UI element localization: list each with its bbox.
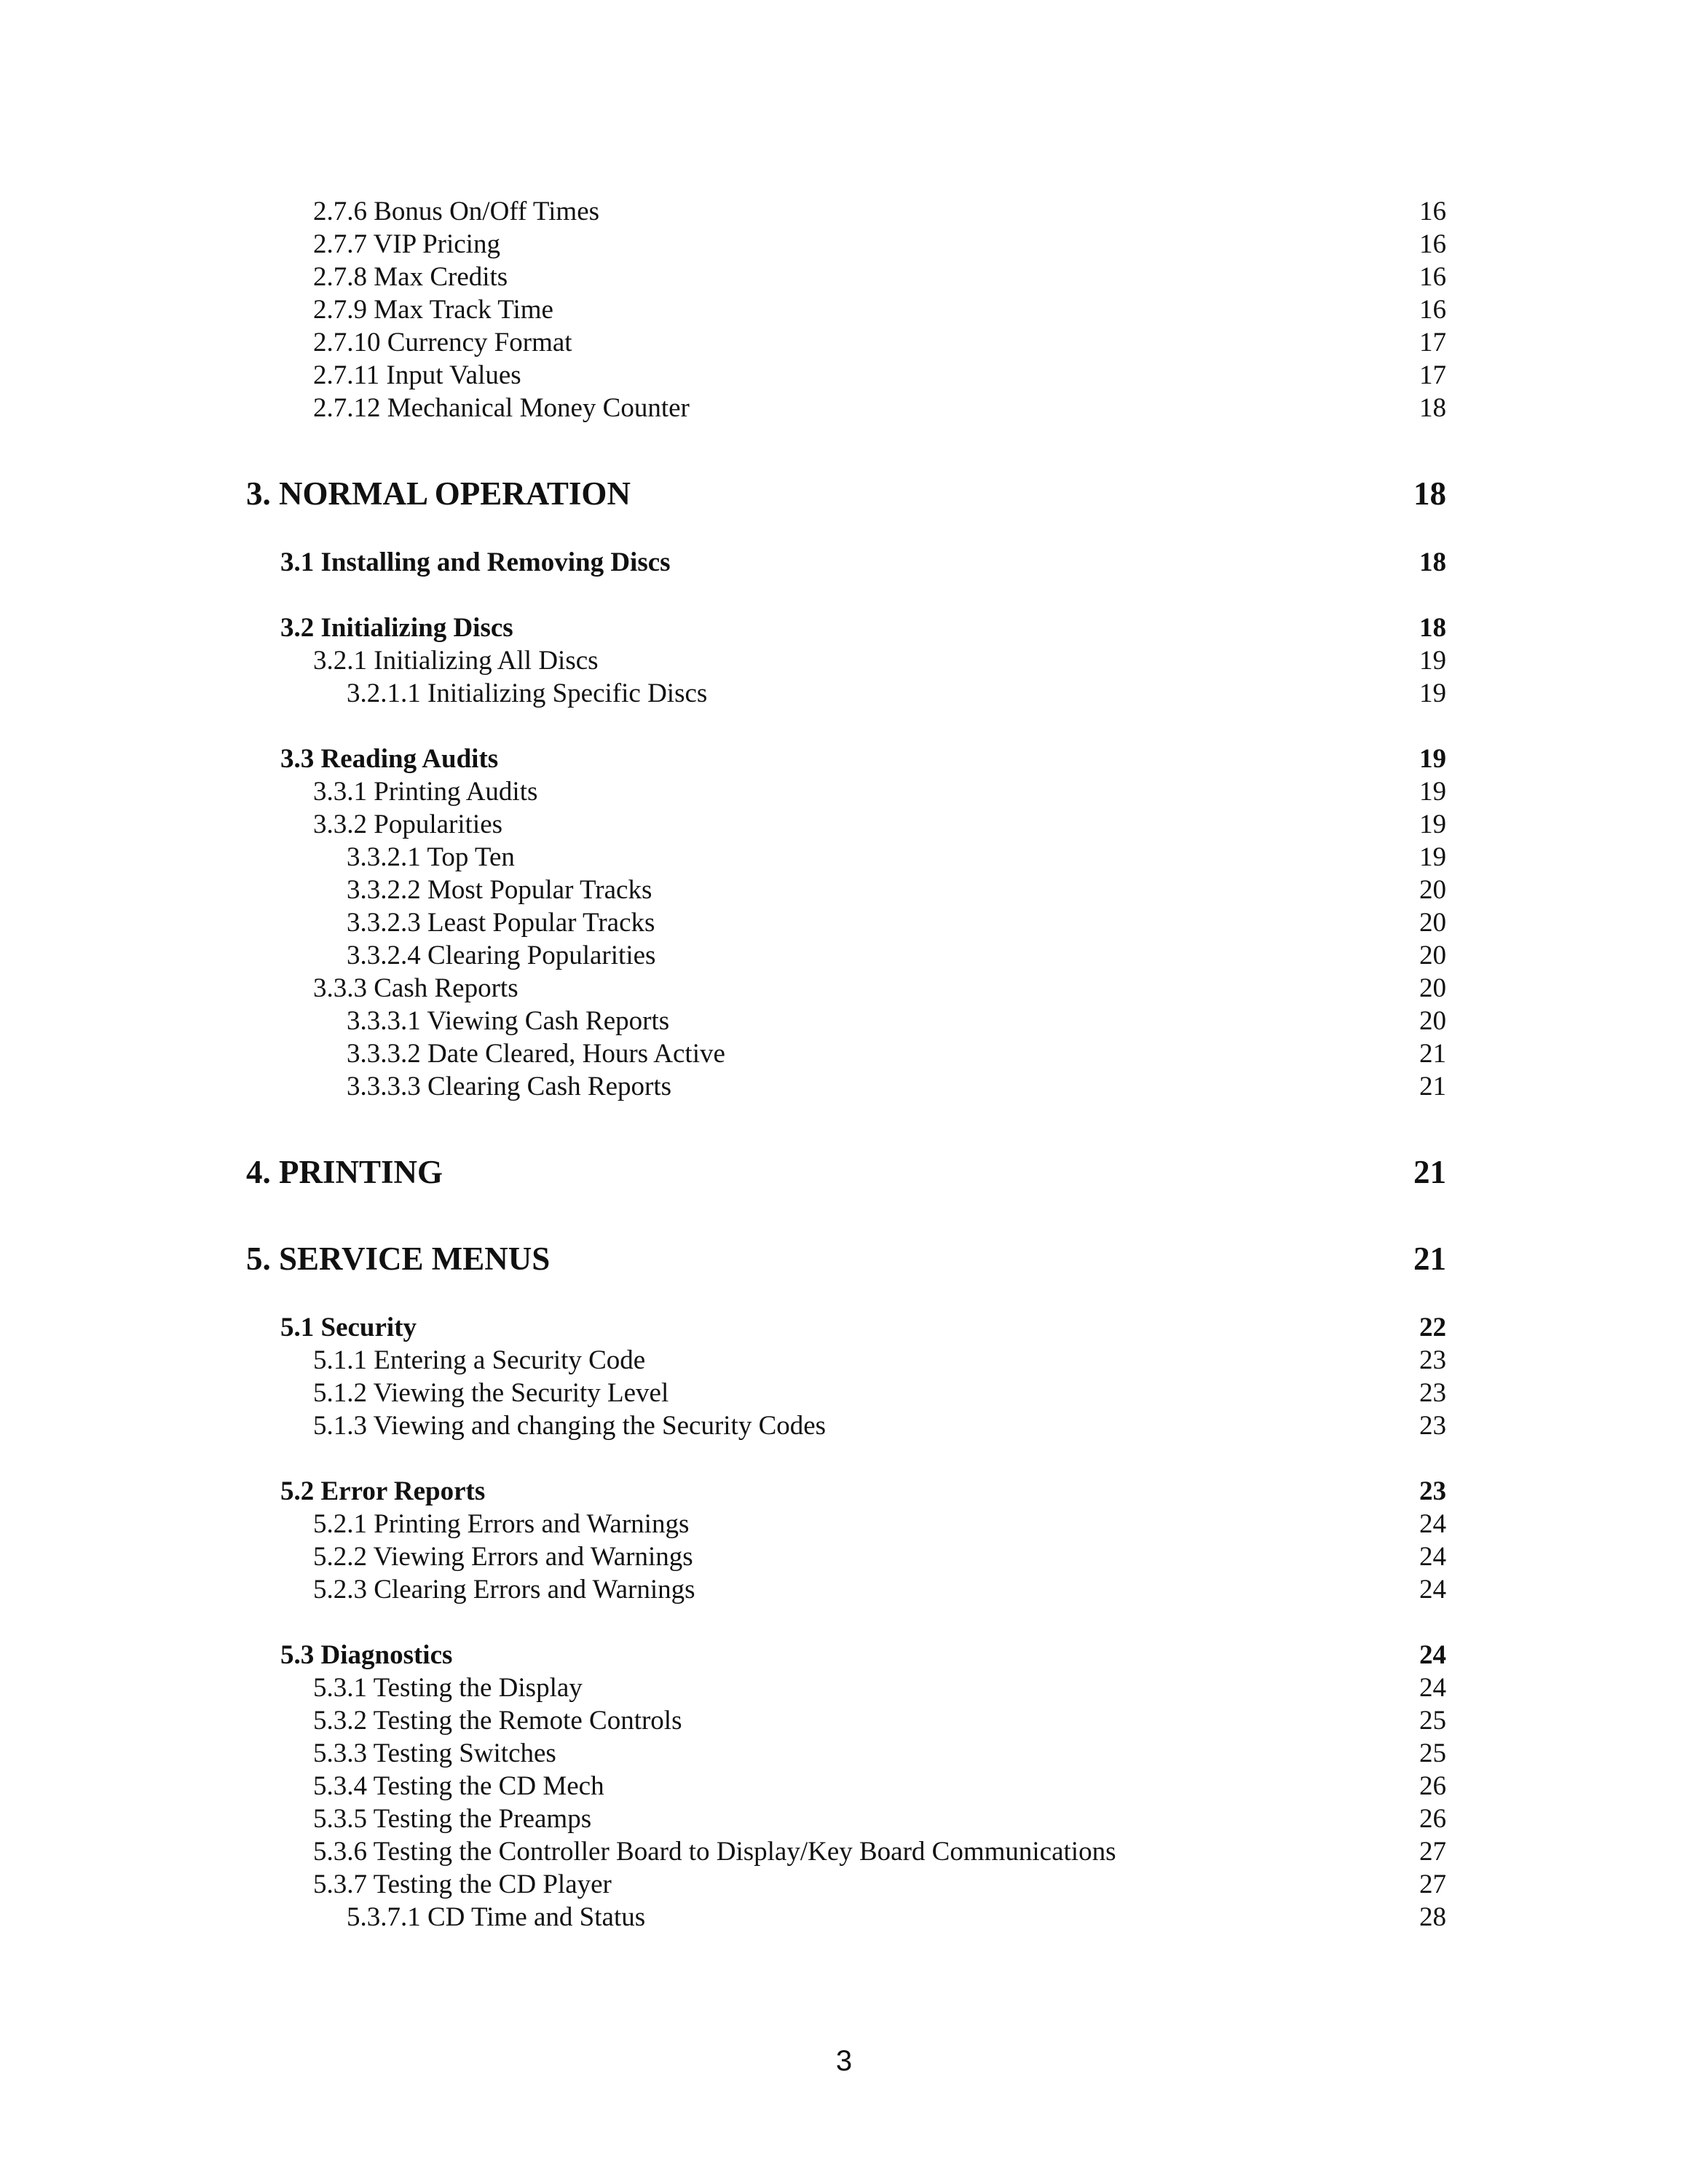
- toc-section[interactable]: [280, 743, 1446, 776]
- toc-entry-page: 25: [1419, 1706, 1446, 1736]
- toc-entry-title: 5.3.5 Testing the Preamps: [313, 1804, 592, 1834]
- toc-entry-title: 3.3.2.4 Clearing Popularities: [347, 941, 656, 970]
- toc-section[interactable]: [280, 1311, 1446, 1345]
- toc-section-page: 23: [1419, 1476, 1446, 1506]
- toc-entry-title: 2.7.7 VIP Pricing: [313, 229, 500, 259]
- toc-entry-page: 16: [1419, 229, 1446, 259]
- toc-entry-page: 19: [1419, 810, 1446, 839]
- toc-entry-page: 24: [1419, 1509, 1446, 1539]
- toc-entry-title: 2.7.12 Mechanical Money Counter: [313, 393, 690, 423]
- toc-entry-page: 24: [1419, 1575, 1446, 1605]
- toc-entry-title: 5.3.2 Testing the Remote Controls: [313, 1706, 682, 1736]
- toc-section[interactable]: [280, 546, 1446, 579]
- toc-entry-page: 24: [1419, 1673, 1446, 1703]
- toc-entry[interactable]: [313, 1835, 1446, 1869]
- toc-section-title: 3.1 Installing and Removing Discs: [280, 547, 671, 577]
- toc-entry[interactable]: [313, 293, 1446, 327]
- toc-entry-title: 5.3.7.1 CD Time and Status: [347, 1902, 646, 1932]
- toc-entry-title: 5.1.2 Viewing the Security Level: [313, 1378, 669, 1408]
- toc-entry-title: 2.7.6 Bonus On/Off Times: [313, 197, 600, 226]
- toc-entry[interactable]: [313, 1344, 1446, 1377]
- toc-section-page: 24: [1419, 1640, 1446, 1670]
- toc-entry-title: 3.3.3 Cash Reports: [313, 973, 518, 1003]
- toc-chapter[interactable]: [246, 1238, 1446, 1279]
- toc-chapter-page: 21: [1413, 1154, 1446, 1190]
- toc-entry-page: 20: [1419, 875, 1446, 905]
- toc-entry-page: 21: [1419, 1072, 1446, 1101]
- toc-section[interactable]: [280, 1639, 1446, 1672]
- toc-entry-title: 2.7.11 Input Values: [313, 360, 521, 390]
- toc-entry[interactable]: [313, 808, 1446, 842]
- toc-entry[interactable]: [347, 906, 1446, 940]
- toc-entry-title: 3.3.2.1 Top Ten: [347, 842, 515, 872]
- toc-section-page: 18: [1419, 613, 1446, 643]
- toc-chapter[interactable]: [246, 1152, 1446, 1192]
- toc-entry-page: 23: [1419, 1378, 1446, 1408]
- toc-section-page: 22: [1419, 1313, 1446, 1342]
- toc-entry[interactable]: [347, 841, 1446, 874]
- toc-entry-title: 3.3.3.2 Date Cleared, Hours Active: [347, 1039, 725, 1069]
- toc-entry[interactable]: [313, 1671, 1446, 1705]
- toc-entry-title: 5.1.1 Entering a Security Code: [313, 1345, 646, 1375]
- toc-entry-page: 19: [1419, 646, 1446, 676]
- toc-entry-page: 26: [1419, 1804, 1446, 1834]
- toc-entry-page: 27: [1419, 1870, 1446, 1899]
- toc-entry-page: 20: [1419, 941, 1446, 970]
- toc-entry-title: 5.3.7 Testing the CD Player: [313, 1870, 612, 1899]
- toc-entry[interactable]: [313, 775, 1446, 809]
- toc-entry-page: 28: [1419, 1902, 1446, 1932]
- toc-entry-page: 17: [1419, 360, 1446, 390]
- toc-entry-page: 20: [1419, 973, 1446, 1003]
- toc-entry[interactable]: [347, 874, 1446, 907]
- toc-chapter-page: 18: [1413, 475, 1446, 512]
- toc-entry[interactable]: [313, 1704, 1446, 1738]
- toc-entry-page: 18: [1419, 393, 1446, 423]
- toc-entry-title: 3.3.1 Printing Audits: [313, 777, 538, 807]
- toc-entry-title: 2.7.9 Max Track Time: [313, 295, 553, 325]
- toc-chapter-title: 3. NORMAL OPERATION: [246, 475, 631, 512]
- toc-entry-title: 3.3.3.3 Clearing Cash Reports: [347, 1072, 672, 1101]
- toc-entry-title: 5.2.3 Clearing Errors and Warnings: [313, 1575, 695, 1605]
- toc-entry[interactable]: [313, 1737, 1446, 1770]
- toc-entry[interactable]: [313, 1508, 1446, 1541]
- toc-entry[interactable]: [313, 972, 1446, 1005]
- toc-entry-title: 3.2.1.1 Initializing Specific Discs: [347, 678, 708, 708]
- toc-entry[interactable]: [313, 1770, 1446, 1803]
- toc-entry-page: 26: [1419, 1771, 1446, 1801]
- toc-entry[interactable]: [313, 1803, 1446, 1836]
- toc-entry-page: 23: [1419, 1411, 1446, 1441]
- toc-entry[interactable]: [313, 1540, 1446, 1574]
- toc-entry[interactable]: [313, 261, 1446, 294]
- toc-section-title: 3.3 Reading Audits: [280, 744, 499, 774]
- toc-entry-title: 2.7.8 Max Credits: [313, 262, 508, 292]
- toc-entry-title: 3.3.2 Popularities: [313, 810, 503, 839]
- toc-entry-page: 19: [1419, 842, 1446, 872]
- toc-entry-title: 3.2.1 Initializing All Discs: [313, 646, 599, 676]
- toc-entry-page: 16: [1419, 262, 1446, 292]
- toc-entry-title: 2.7.10 Currency Format: [313, 328, 572, 357]
- toc-entry-title: 5.2.2 Viewing Errors and Warnings: [313, 1542, 693, 1572]
- toc-entry-page: 24: [1419, 1542, 1446, 1572]
- toc-entry[interactable]: [313, 644, 1446, 678]
- toc-entry-title: 5.1.3 Viewing and changing the Security Codes: [313, 1411, 827, 1441]
- toc-entry[interactable]: [313, 1868, 1446, 1902]
- toc-entry-page: 16: [1419, 197, 1446, 226]
- toc-section-page: 19: [1419, 744, 1446, 774]
- page-number: 3: [835, 2045, 853, 2077]
- toc-entry-title: 5.3.4 Testing the CD Mech: [313, 1771, 604, 1801]
- toc-entry[interactable]: [347, 1005, 1446, 1038]
- toc-section-title: 5.1 Security: [280, 1313, 417, 1342]
- toc-entry[interactable]: [313, 326, 1446, 360]
- toc-entry-title: 5.3.1 Testing the Display: [313, 1673, 583, 1703]
- toc-entry[interactable]: [313, 359, 1446, 392]
- toc-entry-page: 25: [1419, 1738, 1446, 1768]
- toc-entry-page: 16: [1419, 295, 1446, 325]
- toc-entry-page: 21: [1419, 1039, 1446, 1069]
- toc-entry-title: 3.3.2.3 Least Popular Tracks: [347, 908, 655, 938]
- toc-section[interactable]: [280, 612, 1446, 645]
- toc-entry[interactable]: [313, 392, 1446, 425]
- toc-entry[interactable]: [347, 1901, 1446, 1934]
- toc-entry-page: 19: [1419, 678, 1446, 708]
- toc-section-title: 5.2 Error Reports: [280, 1476, 486, 1506]
- toc-entry[interactable]: [347, 1037, 1446, 1071]
- toc-entry-title: 5.2.1 Printing Errors and Warnings: [313, 1509, 690, 1539]
- toc-entry-page: 27: [1419, 1837, 1446, 1867]
- toc-entry[interactable]: [313, 228, 1446, 261]
- toc-section-title: 5.3 Diagnostics: [280, 1640, 453, 1670]
- toc-section-page: 18: [1419, 547, 1446, 577]
- toc-chapter-title: 4. PRINTING: [246, 1154, 443, 1190]
- toc-entry[interactable]: [347, 939, 1446, 973]
- toc-entry[interactable]: [313, 1377, 1446, 1410]
- toc-entry[interactable]: [313, 195, 1446, 229]
- toc-section[interactable]: [280, 1475, 1446, 1508]
- toc-chapter-title: 5. SERVICE MENUS: [246, 1241, 551, 1277]
- toc-entry[interactable]: [347, 1070, 1446, 1104]
- toc-chapter[interactable]: [246, 473, 1446, 514]
- toc-entry[interactable]: [313, 1409, 1446, 1443]
- toc-entry-title: 3.3.3.1 Viewing Cash Reports: [347, 1006, 670, 1036]
- toc-entry-page: 23: [1419, 1345, 1446, 1375]
- toc-entry-title: 5.3.3 Testing Switches: [313, 1738, 556, 1768]
- toc-entry-title: 5.3.6 Testing the Controller Board to Display/Key Board Communications: [313, 1837, 1116, 1867]
- toc-entry-title: 3.3.2.2 Most Popular Tracks: [347, 875, 652, 905]
- toc-entry-page: 19: [1419, 777, 1446, 807]
- toc-entry-page: 20: [1419, 1006, 1446, 1036]
- toc-entry-page: 20: [1419, 908, 1446, 938]
- toc-chapter-page: 21: [1413, 1241, 1446, 1277]
- toc-entry[interactable]: [313, 1573, 1446, 1607]
- toc-section-title: 3.2 Initializing Discs: [280, 613, 513, 643]
- toc-entry-page: 17: [1419, 328, 1446, 357]
- toc-entry[interactable]: [347, 677, 1446, 711]
